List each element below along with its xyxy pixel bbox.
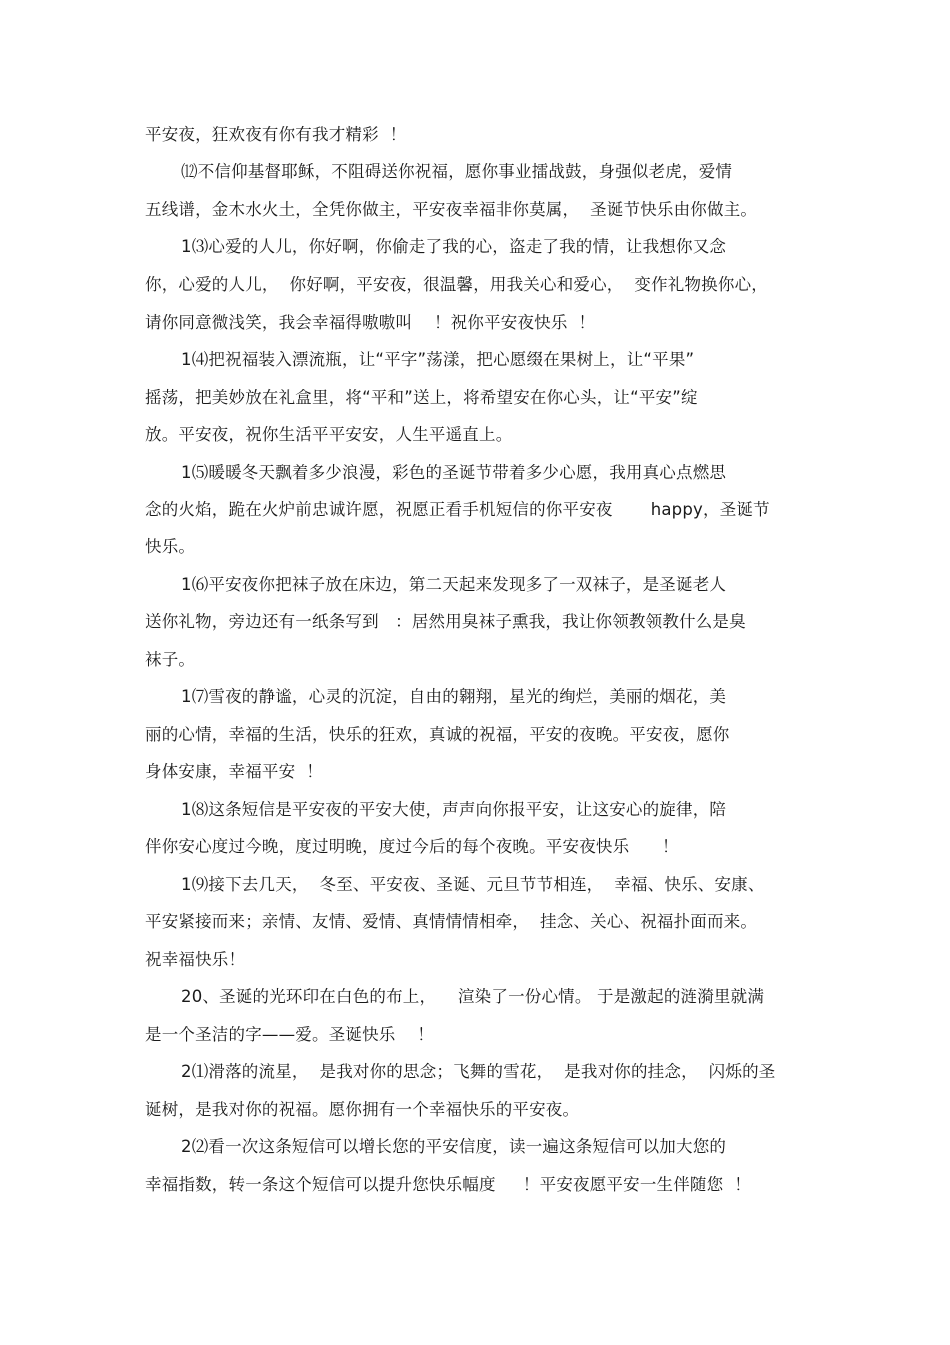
text-line: 是一个圣洁的字——爱。圣诞快乐 ！ [145, 1025, 434, 1044]
text-line: 2⑵看一次这条短信可以增长您的平安信度，读一遍这条短信可以加大您的 [181, 1137, 727, 1156]
text-line: 五线谱，金木水火土，全凭你做主，平安夜幸福非你莫属， 圣诞节快乐由你做主。 [145, 200, 758, 219]
text-line: 念的火焰，跪在火炉前忠诚许愿，祝愿正看手机短信的你平安夜 happy，圣诞节 [145, 500, 770, 519]
text-line: 1⑷把祝福装入漂流瓶，让“平字”荡漾，把心愿缀在果树上，让“平果” [181, 350, 695, 369]
text-line: 摇荡，把美妙放在礼盒里，将“平和”送上，将希望安在你心头，让“平安”绽 [145, 388, 698, 407]
text-line: 幸福指数，转一条这个短信可以提升您快乐幅度 ！平安夜愿平安一生伴随您 ！ [145, 1175, 751, 1194]
text-line: 1⑸暖暖冬天飘着多少浪漫，彩色的圣诞节带着多少心愿，我用真心点燃思 [181, 463, 727, 482]
text-line: 20、圣诞的光环印在白色的布上， 渲染了一份心情。 于是激起的涟漪里就满 [181, 987, 765, 1006]
text-line: 身体安康，幸福平安 ！ [145, 762, 323, 781]
text-line: 送你礼物，旁边还有一纸条写到 ：居然用臭袜子熏我，我让你领教领教什么是臭 [145, 612, 746, 631]
text-line: 快乐。 [145, 537, 196, 556]
text-line: 请你同意微浅笑，我会幸福得嗷嗷叫 ！祝你平安夜快乐 ！ [145, 313, 596, 332]
text-line: 1⑼接下去几天， 冬至、平安夜、圣诞、元旦节节相连， 幸福、快乐、安康、 [181, 875, 765, 894]
text-line: 丽的心情，幸福的生活，快乐的狂欢，真诚的祝福，平安的夜晚。平安夜，愿你 [145, 725, 730, 744]
text-line: 放。平安夜，祝你生活平平安安，人生平遥直上。 [145, 425, 513, 444]
text-line: 祝幸福快乐！ [145, 950, 246, 969]
text-line: 2⑴滑落的流星， 是我对你的思念；飞舞的雪花， 是我对你的挂念， 闪烁的圣 [181, 1062, 776, 1081]
text-line: 1⑹平安夜你把袜子放在床边，第二天起来发现多了一双袜子，是圣诞老人 [181, 575, 727, 594]
text-line: 1⑺雪夜的静谧，心灵的沉淀，自由的翱翔，星光的绚烂，美丽的烟花，美 [181, 687, 727, 706]
text-line: 袜子。 [145, 650, 196, 669]
text-line: 平安紧接而来；亲情、友情、爱情、真情情情相牵， 挂念、关心、祝福扑面而来。 [145, 912, 758, 931]
text-line: 伴你安心度过今晚，度过明晚，度过今后的每个夜晚。平安夜快乐 ！ [145, 837, 679, 856]
text-line: 平安夜，狂欢夜有你有我才精彩 ！ [145, 125, 407, 144]
text-line: 诞树，是我对你的祝福。愿你拥有一个幸福快乐的平安夜。 [145, 1100, 580, 1119]
text-line: ⑿不信仰基督耶稣，不阻碍送你祝福，愿你事业擂战鼓，身强似老虎，爱情 [181, 162, 733, 181]
text-line: 1⑶心爱的人儿，你好啊，你偷走了我的心，盗走了我的情，让我想你又念 [181, 237, 727, 256]
text-line: 你，心爱的人儿， 你好啊，平安夜，很温馨，用我关心和爱心， 变作礼物换你心， [145, 275, 768, 294]
text-line: 1⑻这条短信是平安夜的平安大使，声声向你报平安，让这安心的旋律，陪 [181, 800, 727, 819]
